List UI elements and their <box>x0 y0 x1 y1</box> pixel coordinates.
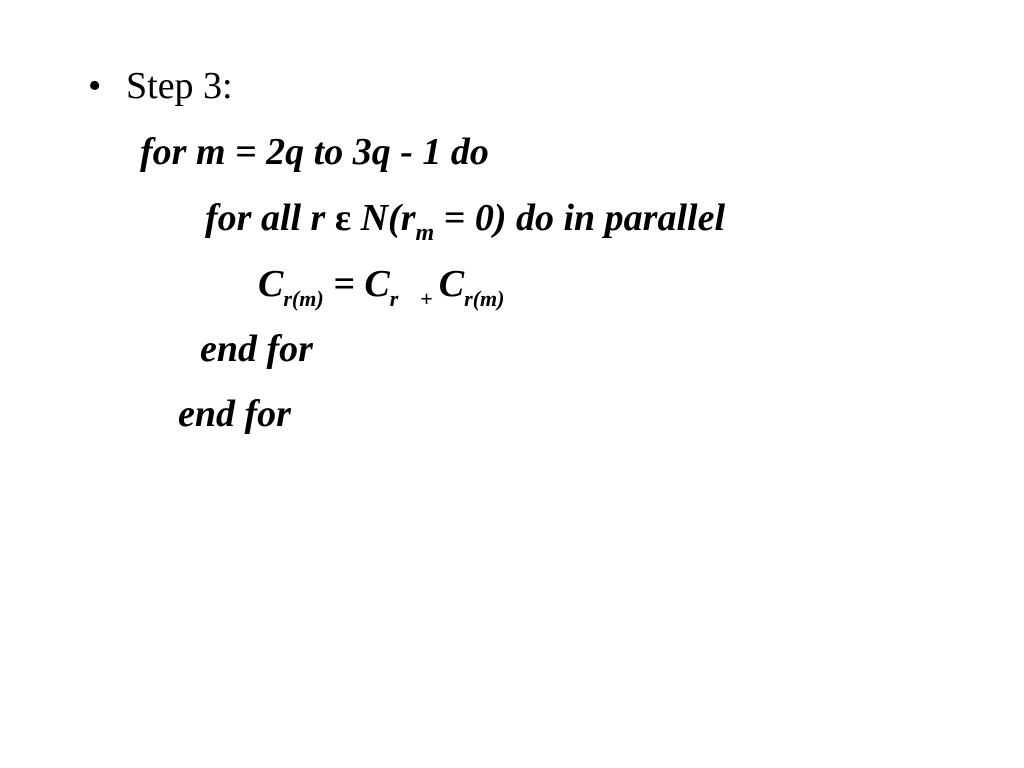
assignment-line <box>258 260 504 313</box>
r-subscript: m <box>415 220 435 246</box>
bullet-icon: • <box>88 65 102 107</box>
epsilon-symbol: ε <box>334 197 352 239</box>
c-right-subscript: r(m) <box>464 286 505 311</box>
for-all-middle: N(r <box>351 197 416 239</box>
for-all-suffix: = 0) do in parallel <box>434 197 725 239</box>
for-all-prefix: for all r <box>205 197 335 239</box>
c-mid-subscript: r <box>389 286 399 311</box>
plus-sign: + <box>420 286 433 311</box>
step-heading <box>88 62 233 110</box>
outer-end-for-line: end for <box>178 393 291 435</box>
c-left: C <box>258 263 284 305</box>
equals-c: = C <box>323 263 390 305</box>
c-right: C <box>438 263 465 305</box>
parallel-for-line <box>205 194 725 247</box>
c-left-subscript: r(m) <box>283 286 324 311</box>
inner-end-for-line: end for <box>200 328 313 370</box>
outer-for-line: for m = 2q to 3q - 1 do <box>140 131 489 173</box>
step-label: Step 3: <box>126 65 233 107</box>
